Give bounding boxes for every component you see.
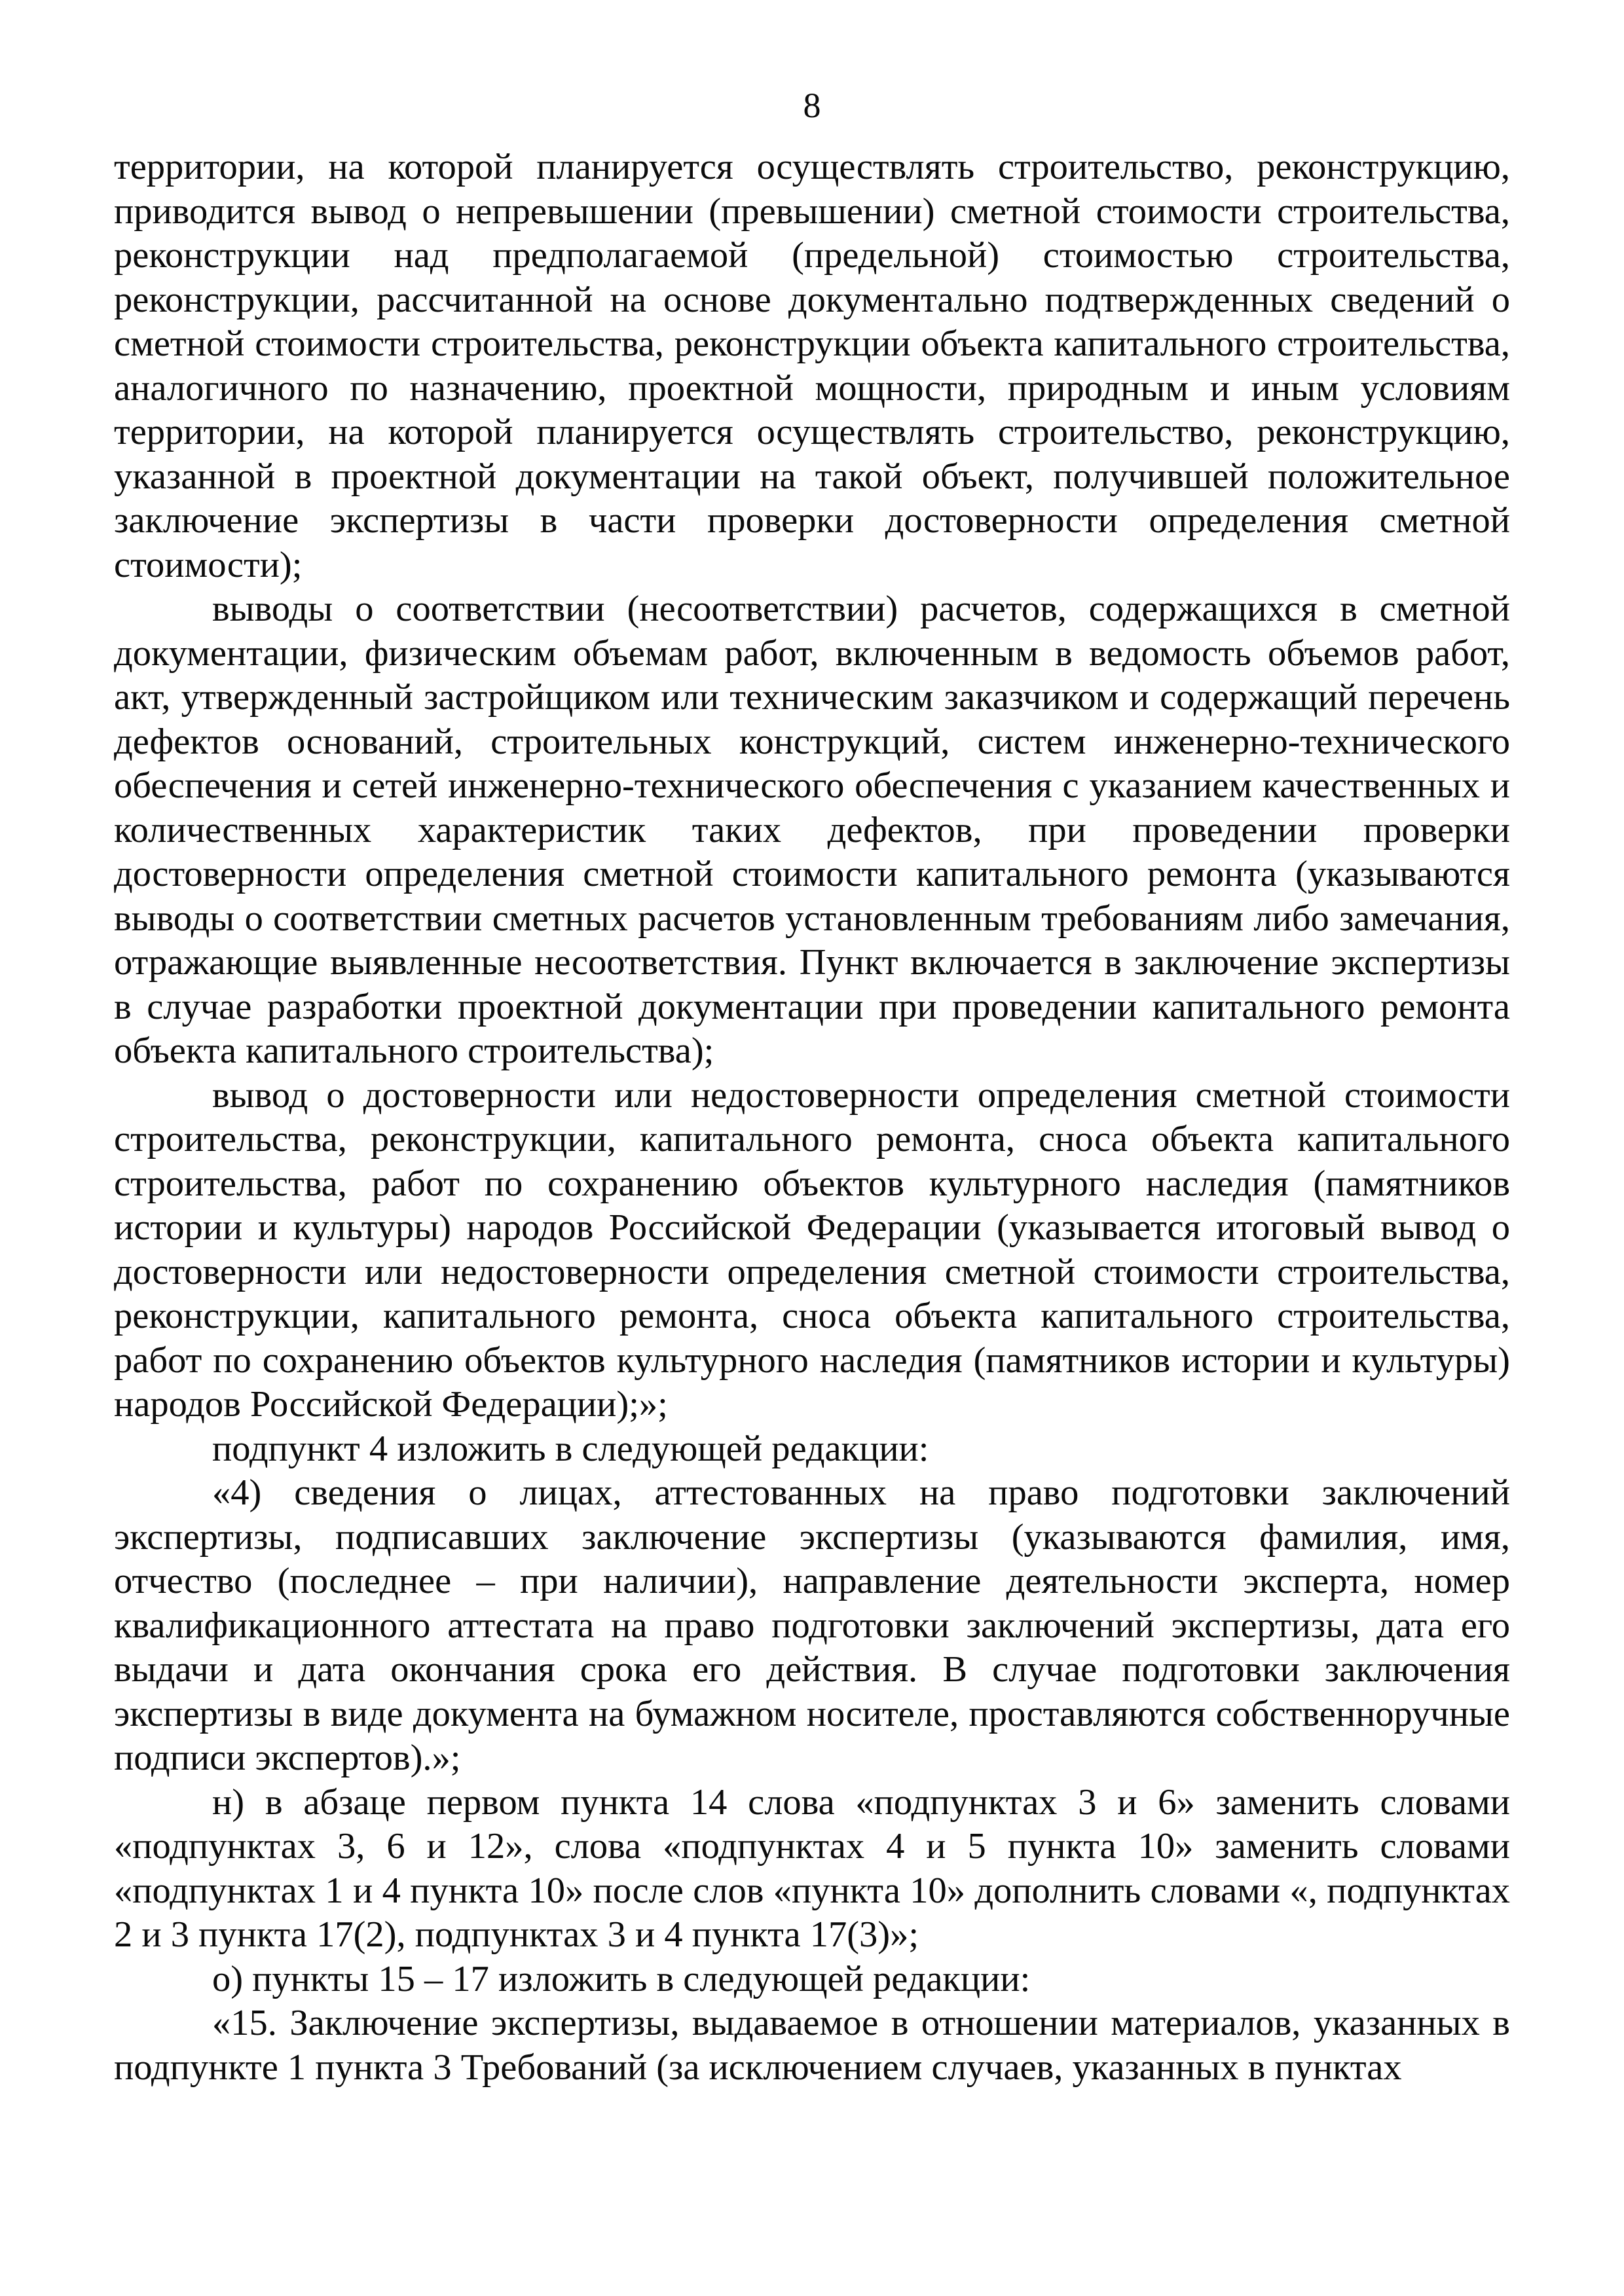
page-number: 8 [803, 86, 821, 125]
paragraph-item-15: «15. Заключение экспертизы, выдаваемое в отношении материалов, указанных в подпункте 1 пункта 3 Требований (за исключением случаев, указанных в пунктах [114, 2003, 1510, 2088]
paragraph-estimate-conformity: выводы о соответствии (несоответствии) расчетов, содержащихся в сметной документации, физическим объемам работ, включенным в ведомость объемов работ, акт, утвержденный застройщиком или техническим заказчиком и содержащий перечень дефектов оснований, строительных конструкций, систем инженерно-технического обеспечения и сетей инженерно-технического обеспечения с указанием качественных и количественных характеристик таких дефектов, при проведении проверки достоверности определения сметной стоимости капитального ремонта (указываются выводы о соответствии сметных расчетов установленным требованиям либо замечания, отражающие выявленные несоответствия. Пункт включается в заключение экспертизы в случае разработки проектной документации при проведении капитального ремонта объекта капитального строительства); [114, 589, 1510, 1071]
document-body [114, 145, 1510, 2090]
paragraph-subitem-4-text: «4) сведения о лицах, аттестованных на право подготовки заключений экспертизы, подписавших заключение экспертизы (указываются фамилия, имя, отчество (последнее – при наличии), направление деятельности эксперта, номер квалификационного аттестата на право подготовки заключений экспертизы, дата его выдачи и дата окончания срока его действия. В случае подготовки заключения экспертизы в виде документа на бумажном носителе, проставляются собственноручные подписи экспертов).»; [114, 1472, 1510, 1778]
paragraph-continuation: территории, на которой планируется осуществлять строительство, реконструкцию, приводится вывод о непревышении (превышении) сметной стоимости строительства, реконструкции над предполагаемой (предельной) стоимостью строительства, реконструкции, рассчитанной на основе документально подтвержденных сведений о сметной стоимости строительства, реконструкции объекта капитального строительства, аналогичного по назначению, проектной мощности, природным и иным условиям территории, на которой планируется осуществлять строительство, реконструкцию, указанной в проектной документации на такой объект, получившей положительное заключение экспертизы в части проверки достоверности определения сметной стоимости); [114, 147, 1510, 585]
paragraph-item-n: н) в абзаце первом пункта 14 слова «подпунктах 3 и 6» заменить словами «подпунктах 3, 6 и 12», слова «подпунктах 4 и 5 пункта 10» заменить словами «подпунктах 1 и 4 пункта 10» после слов «пункта 10» дополнить словами «, подпунктах 2 и 3 пункта 17(2), подпунктах 3 и 4 пункта 17(3)»; [114, 1781, 1510, 1955]
paragraph-estimate-reliability: вывод о достоверности или недостоверности определения сметной стоимости строительства, реконструкции, капитального ремонта, сноса объекта капитального строительства, работ по сохранению объектов культурного наследия (памятников истории и культуры) народов Российской Федерации (указывается итоговый вывод о достоверности или недостоверности определения сметной стоимости строительства, реконструкции, капитального ремонта, сноса объекта капитального строительства, работ по сохранению объектов культурного наследия (памятников истории и культуры) народов Российской Федерации);»; [114, 1074, 1510, 1425]
paragraph-subitem-4-instruction: подпункт 4 изложить в следующей редакции: [212, 1428, 929, 1469]
paragraph-item-o: о) пункты 15 – 17 изложить в следующей редакции: [212, 1958, 1031, 1999]
